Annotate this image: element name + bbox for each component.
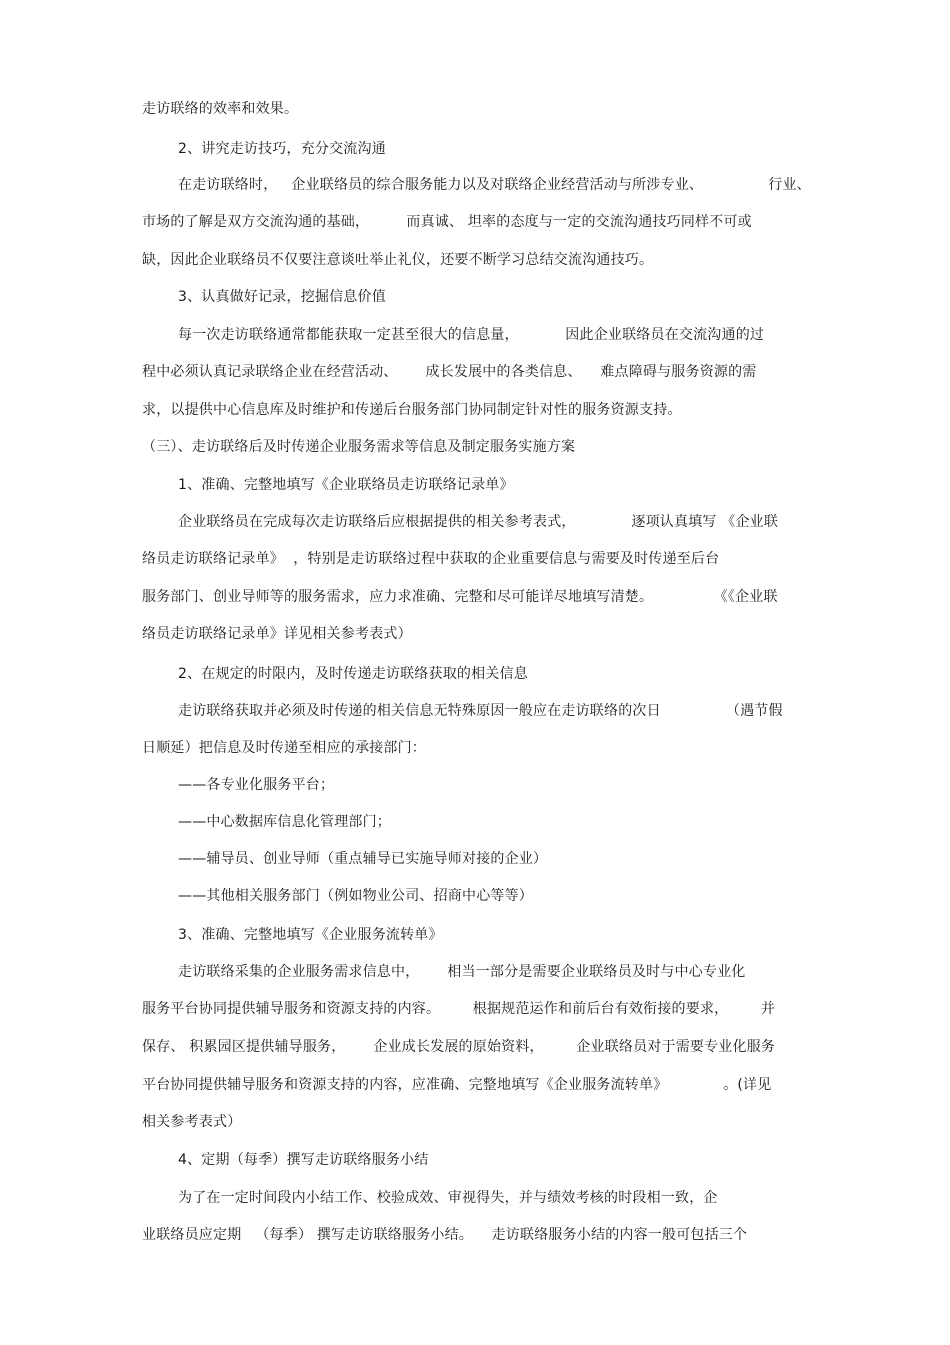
list-item: ——辅导员、创业导师（重点辅导已实施导师对接的企业） xyxy=(178,851,548,867)
section-heading: 4、定期（每季）撰写走访联络服务小结 xyxy=(178,1152,429,1168)
section-heading: 1、准确、完整地填写《企业联络员走访联络记录单》 xyxy=(178,477,514,493)
list-item: ——其他相关服务部门（例如物业公司、招商中心等等） xyxy=(178,888,533,904)
paragraph-line: 每一次走访联络通常都能获取一定甚至很大的信息量， 因此企业联络员在交流沟通的过 xyxy=(178,327,765,343)
section-heading: 2、在规定的时限内，及时传递走访联络获取的相关信息 xyxy=(178,666,528,682)
paragraph-line: 在走访联络时， 企业联络员的综合服务能力以及对联络企业经营活动与所涉专业、 行业、 xyxy=(178,177,811,193)
paragraph-line: 业联络员应定期 （每季） 撰写走访联络服务小结。 走访联络服务小结的内容一般可包括三个 xyxy=(142,1227,748,1243)
paragraph-line: 走访联络获取并必须及时传递的相关信息无特殊原因一般应在走访联络的次日 （遇节假 xyxy=(178,703,783,719)
paragraph-line: 服务平台协同提供辅导服务和资源支持的内容。 根据规范运作和前后台有效衔接的要求， 并 xyxy=(142,1001,776,1017)
chapter-heading: （三）、走访联络后及时传递企业服务需求等信息及制定服务实施方案 xyxy=(142,439,576,455)
list-item: ——各专业化服务平台； xyxy=(178,777,335,793)
paragraph-line: 日顺延）把信息及时传递至相应的承接部门： xyxy=(142,740,426,756)
paragraph-line: 程中必须认真记录联络企业在经营活动、 成长发展中的各类信息、 难点障碍与服务资源的需 xyxy=(142,364,757,380)
section-heading: 2、讲究走访技巧，充分交流沟通 xyxy=(178,141,386,157)
paragraph-line: 平台协同提供辅导服务和资源支持的内容，应准确、完整地填写《企业服务流转单》 。(详见 xyxy=(142,1077,772,1093)
section-heading: 3、认真做好记录，挖掘信息价值 xyxy=(178,289,386,305)
list-item: ——中心数据库信息化管理部门； xyxy=(178,814,391,830)
paragraph-line: 企业联络员在完成每次走访联络后应根据提供的相关参考表式， 逐项认真填写 《企业联 xyxy=(178,514,779,530)
paragraph-line: 市场的了解是双方交流沟通的基础， 而真诚、 坦率的态度与一定的交流沟通技巧同样不可或 xyxy=(142,214,752,230)
paragraph-line: 络员走访联络记录单》详见相关参考表式） xyxy=(142,626,412,642)
paragraph-line: 相关参考表式） xyxy=(142,1114,242,1130)
section-heading: 3、准确、完整地填写《企业服务流转单》 xyxy=(178,927,443,943)
paragraph-line: 为了在一定时间段内小结工作、校验成效、审视得失，并与绩效考核的时段相一致，企 xyxy=(178,1190,718,1206)
paragraph-line: 走访联络采集的企业服务需求信息中， 相当一部分是需要企业联络员及时与中心专业化 xyxy=(178,964,746,980)
paragraph-line: 求，以提供中心信息库及时维护和传递后台服务部门协同制定针对性的服务资源支持。 xyxy=(142,402,682,418)
paragraph-line: 缺，因此企业联络员不仅要注意谈吐举止礼仪，还要不断学习总结交流沟通技巧。 xyxy=(142,252,654,268)
paragraph-line: 保存、 积累园区提供辅导服务， 企业成长发展的原始资料， 企业联络员对于需要专业化服务 xyxy=(142,1039,776,1055)
paragraph-line: 络员走访联络记录单》 ，特别是走访联络过程中获取的企业重要信息与需要及时传递至后台 xyxy=(142,551,720,567)
paragraph-line: 走访联络的效率和效果。 xyxy=(142,101,299,117)
paragraph-line: 服务部门、创业导师等的服务需求，应力求准确、完整和尽可能详尽地填写清楚。 《《企业联 xyxy=(142,589,778,605)
